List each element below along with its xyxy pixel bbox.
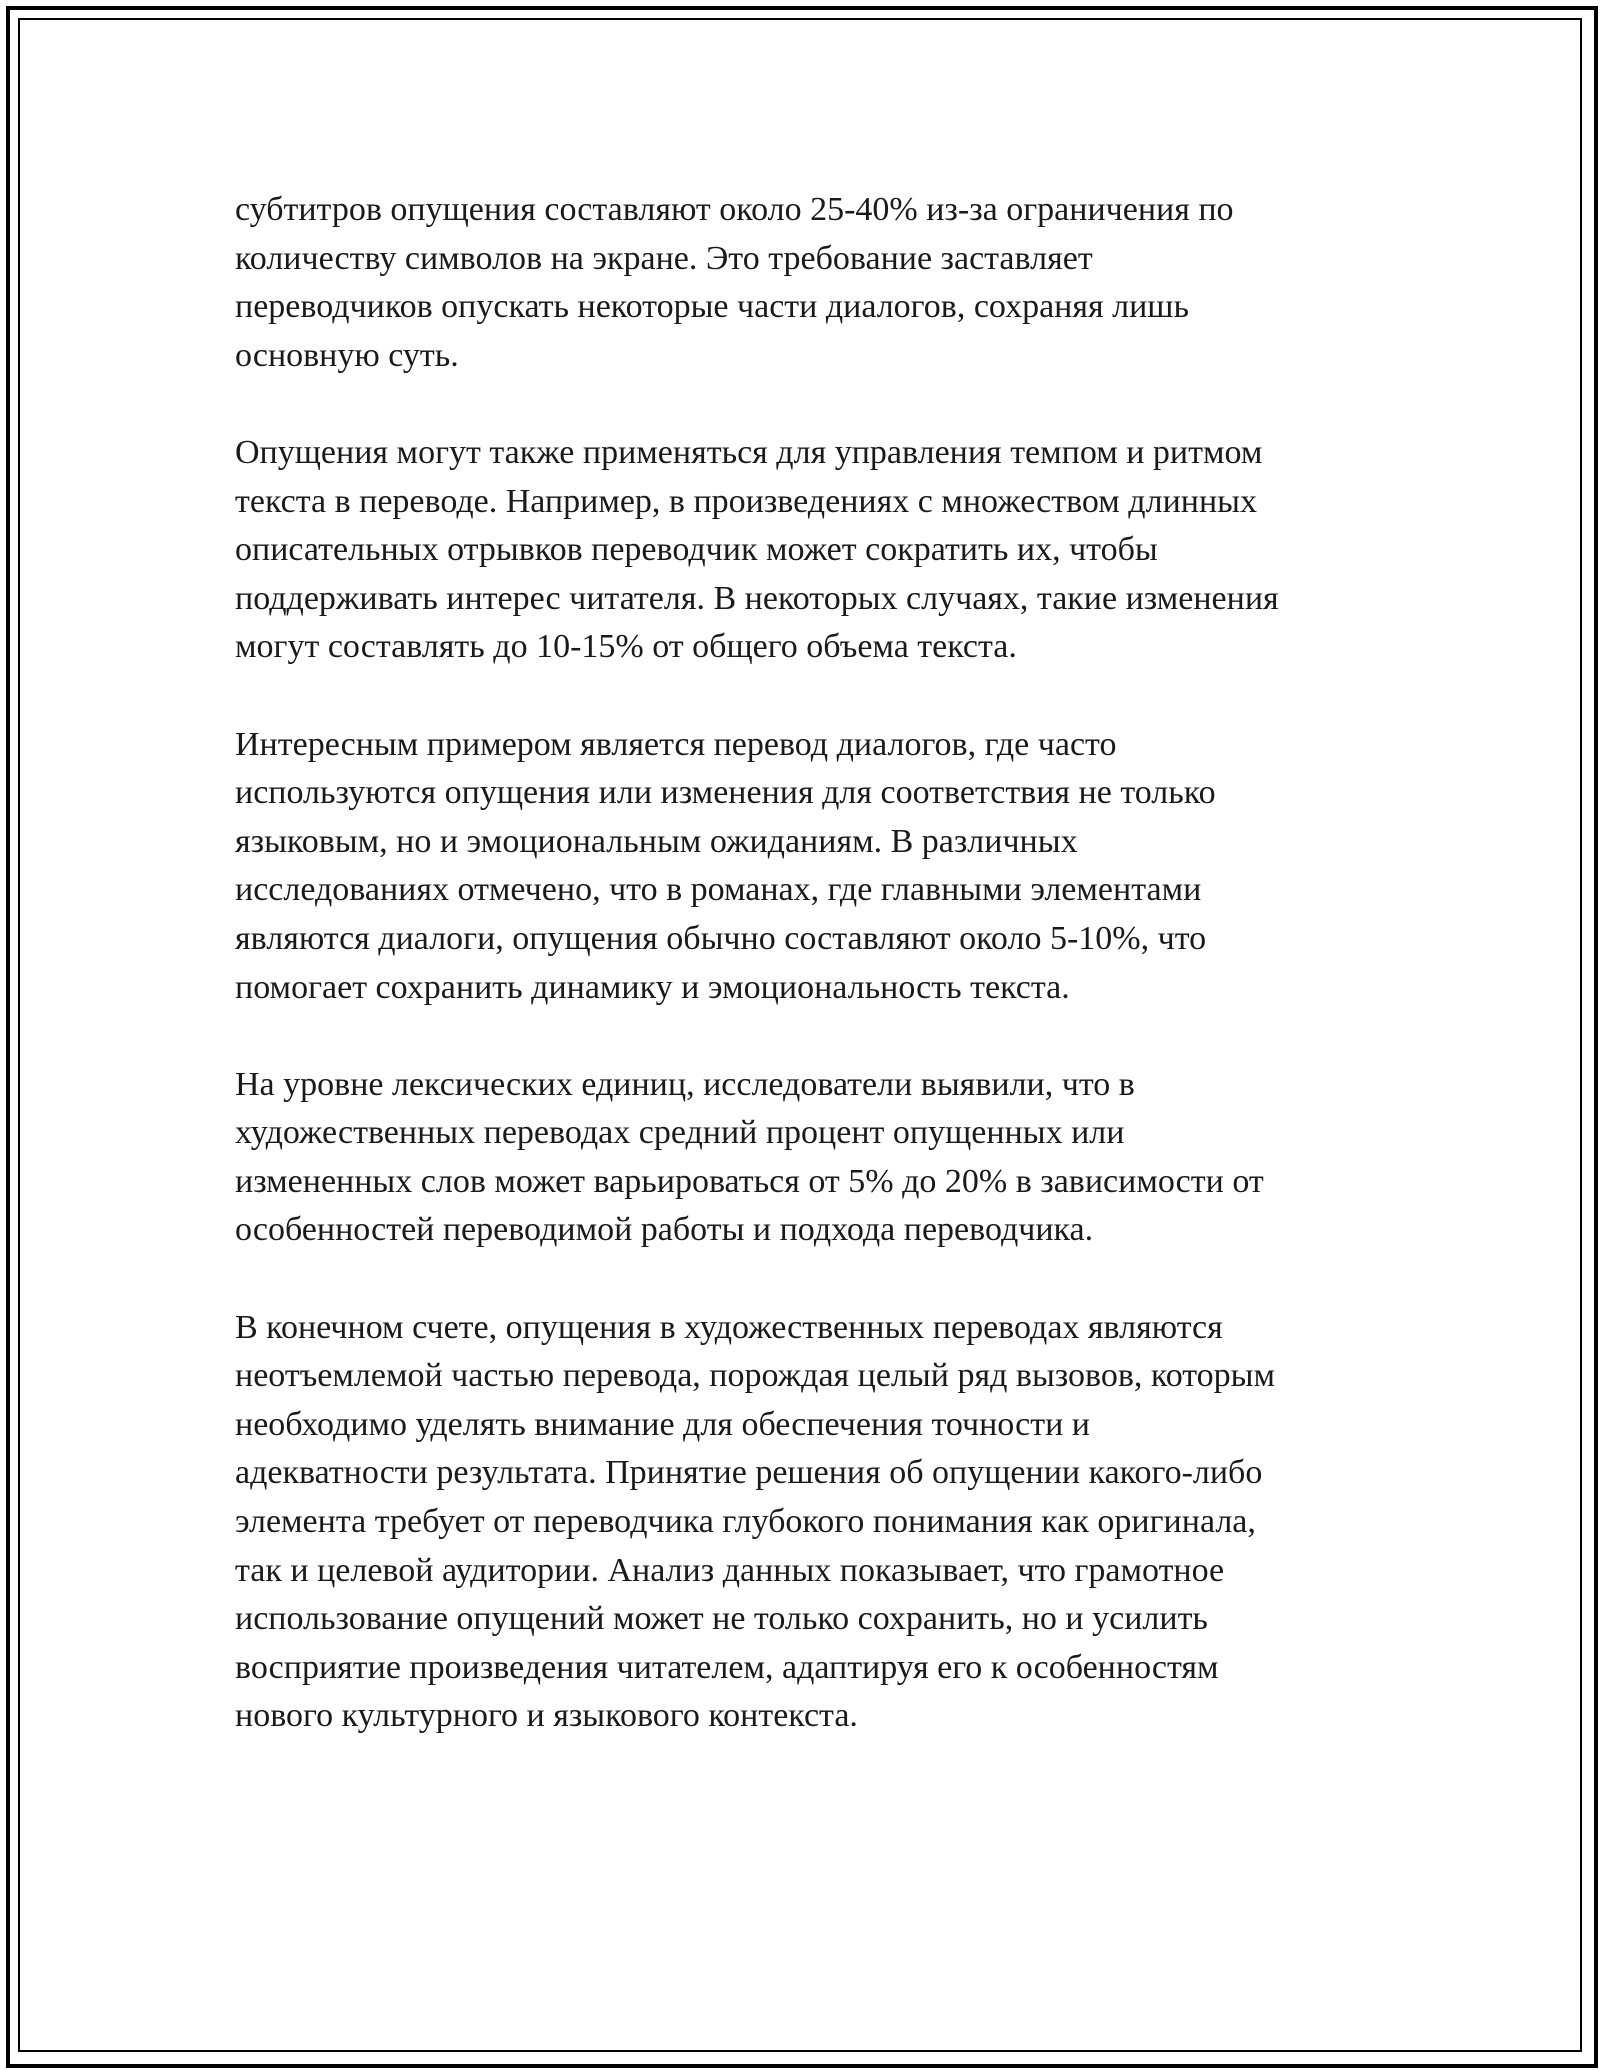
text-line: количеству символов на экране. Это требование заставляет — [235, 239, 1093, 277]
text-line: описательных отрывков переводчик может сократить их, чтобы — [235, 531, 1158, 569]
text-line: поддерживать интерес читателя. В некоторых случаях, такие изменения — [235, 579, 1279, 617]
text-line: элемента требует от переводчика глубокого понимания как оригинала, — [235, 1503, 1256, 1541]
text-line: так и целевой аудитории. Анализ данных показывает, что грамотное — [235, 1551, 1225, 1589]
text-line: нового культурного и языкового контекста. — [235, 1697, 858, 1735]
text-line: Опущения могут также применяться для управления темпом и ритмом — [235, 433, 1263, 471]
text-line: адекватности результата. Принятие решения об опущении какого-либо — [235, 1454, 1263, 1492]
text-line: текста в переводе. Например, в произведениях с множеством длинных — [235, 482, 1257, 520]
text-line: переводчиков опускать некоторые части диалогов, сохраняя лишь — [235, 288, 1189, 326]
text-line: Интересным примером является перевод диалогов, где часто — [235, 725, 1117, 763]
text-line: основную суть. — [235, 336, 459, 374]
text-line: восприятие произведения читателем, адаптируя его к особенностям — [235, 1648, 1219, 1686]
text-line: языковым, но и эмоциональным ожиданиям. В различных — [235, 822, 1078, 860]
text-line: являются диалоги, опущения обычно составляют около 5-10%, что — [235, 919, 1207, 957]
text-line: помогает сохранить динамику и эмоциональность текста. — [235, 968, 1070, 1006]
text-line: используются опущения или изменения для соответствия не только — [235, 774, 1216, 812]
text-line: особенностей переводимой работы и подхода переводчика. — [235, 1211, 1094, 1249]
document-body — [235, 186, 1385, 1790]
paragraph — [235, 429, 1385, 672]
text-line: измененных слов может варьироваться от 5% до 20% в зависимости от — [235, 1162, 1264, 1200]
text-line: использование опущений может не только сохранить, но и усилить — [235, 1600, 1208, 1638]
paragraph — [235, 186, 1385, 380]
text-line: субтитров опущения составляют около 25-40% из-за ограничения по — [235, 191, 1234, 228]
paragraph — [235, 721, 1385, 1013]
text-line: неотъемлемой частью перевода, порождая целый ряд вызовов, которым — [235, 1357, 1276, 1395]
text-line: могут составлять до 10-15% от общего объема текста. — [235, 628, 1017, 666]
text-line: необходимо уделять внимание для обеспечения точности и — [235, 1405, 1090, 1443]
text-line: исследованиях отмечено, что в романах, где главными элементами — [235, 871, 1202, 909]
paragraph — [235, 1061, 1385, 1255]
text-line: В конечном счете, опущения в художественных переводах являются — [235, 1308, 1223, 1346]
paragraph — [235, 1304, 1385, 1741]
text-line: На уровне лексических единиц, исследователи выявили, что в — [235, 1065, 1135, 1103]
text-line: художественных переводах средний процент опущенных или — [235, 1114, 1125, 1152]
